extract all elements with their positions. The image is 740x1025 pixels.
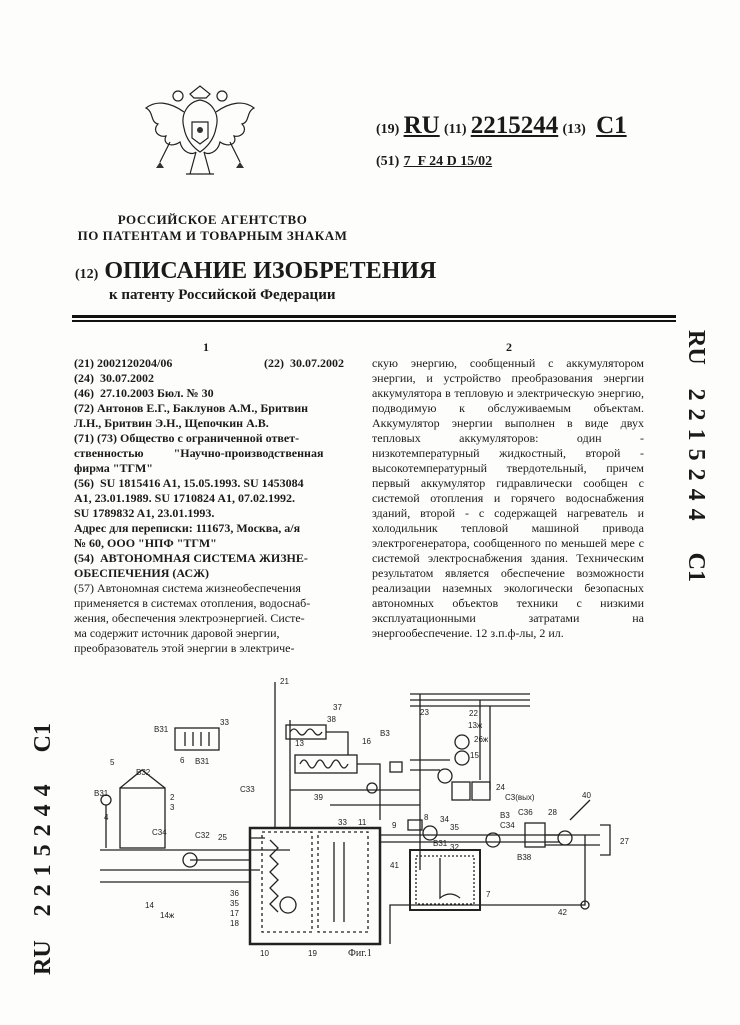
svg-text:14ж: 14ж — [160, 911, 175, 920]
abstract-column — [372, 356, 644, 641]
svg-text:10: 10 — [260, 949, 269, 958]
svg-text:42: 42 — [558, 908, 567, 917]
invention-title-line-2: ОБЕСПЕЧЕНИЯ (АСЖ) — [74, 566, 210, 580]
svg-text:34: 34 — [440, 815, 449, 824]
publication-date: (46) 27.10.2003 Бюл. № 30 — [74, 386, 214, 400]
svg-text:36: 36 — [230, 889, 239, 898]
header-divider — [72, 315, 676, 318]
figure-caption: Фиг.1 — [348, 948, 372, 959]
svg-text:37: 37 — [333, 703, 342, 712]
country-code: RU — [403, 112, 440, 139]
side-right-number: 2215244 — [683, 388, 709, 529]
svg-text:9: 9 — [392, 821, 397, 830]
side-left-country: RU — [30, 940, 56, 975]
address-line-1: Адрес для переписки: 111673, Москва, а/я — [74, 521, 301, 535]
references-line-3: SU 1789832 A1, 23.01.1993. — [74, 506, 215, 520]
system-schematic-figure — [90, 670, 650, 960]
svg-text:13: 13 — [295, 739, 304, 748]
document-subtitle: к патенту Российской Федерации — [109, 287, 336, 303]
column-number-2: 2 — [506, 340, 512, 354]
owner-line-1: (71) (73) Общество с ограниченной ответ- — [74, 431, 300, 445]
svg-text:С33: С33 — [240, 785, 255, 794]
abstract-line-1: (57) Автономная система жизнеобеспечения — [74, 581, 301, 595]
agency-line-2: ПО ПАТЕНТАМ И ТОВАРНЫМ ЗНАКАМ — [77, 228, 348, 243]
svg-text:С3(вых): С3(вых) — [505, 793, 535, 802]
svg-text:15: 15 — [470, 751, 479, 760]
inventors-line-1: (72) Антонов Е.Г., Баклунов А.М., Бритвин — [74, 401, 309, 415]
svg-text:35: 35 — [450, 823, 459, 832]
owner-line-3: фирма "ТГМ" — [74, 461, 153, 475]
schematic-lines — [100, 682, 610, 944]
agency-line-1: РОССИЙСКОЕ АГЕНТСТВО — [117, 212, 308, 227]
side-right-kind: C1 — [683, 552, 709, 583]
svg-text:В38: В38 — [517, 853, 532, 862]
kind-code: C1 — [596, 112, 627, 139]
svg-text:4: 4 — [104, 813, 109, 822]
svg-text:8: 8 — [424, 813, 429, 822]
svg-text:32: 32 — [450, 843, 459, 852]
svg-text:26ж: 26ж — [474, 735, 489, 744]
effective-date: (24) 30.07.2002 — [74, 371, 154, 385]
inventors-line-2: Л.Н., Бритвин Э.Н., Щепочкин А.В. — [74, 416, 269, 430]
application-number: (21) 2002120204/06 — [74, 356, 173, 370]
svg-text:В31: В31 — [195, 757, 210, 766]
agency-name — [70, 212, 355, 244]
references-line-1: (56) SU 1815416 A1, 15.05.1993. SU 1453084 — [74, 476, 304, 490]
code-19: (19) — [376, 122, 400, 137]
coat-of-arms-emblem — [140, 82, 260, 192]
svg-text:33: 33 — [338, 818, 347, 827]
svg-text:6: 6 — [180, 756, 185, 765]
svg-text:В31: В31 — [94, 789, 109, 798]
svg-text:С32: С32 — [195, 831, 210, 840]
svg-text:С36: С36 — [518, 808, 533, 817]
address-line-2: № 60, ООО "НПФ "ТГМ" — [74, 536, 217, 550]
svg-text:11: 11 — [358, 818, 367, 827]
svg-text:25: 25 — [218, 833, 227, 842]
abstract-line-5: преобразователь этой энергии в электриче- — [74, 641, 295, 655]
column-number-1: 1 — [203, 340, 209, 354]
filing-date: (22) 30.07.2002 — [264, 356, 344, 370]
owner-line-2: ственностью "Научно-производственная — [74, 446, 324, 460]
svg-text:7: 7 — [486, 890, 491, 899]
svg-text:19: 19 — [308, 949, 317, 958]
svg-text:В32: В32 — [136, 768, 151, 777]
svg-text:В31: В31 — [433, 839, 448, 848]
code-13: (13) — [562, 122, 586, 137]
references-line-2: A1, 23.01.1989. SU 1710824 A1, 07.02.1992. — [74, 491, 296, 505]
svg-text:23: 23 — [420, 708, 429, 717]
svg-text:В31: В31 — [154, 725, 169, 734]
side-right-country: RU — [683, 330, 709, 365]
svg-text:40: 40 — [582, 791, 591, 800]
svg-text:18: 18 — [230, 919, 239, 928]
publication-header — [376, 112, 627, 140]
svg-text:5: 5 — [110, 758, 115, 767]
svg-text:28: 28 — [548, 808, 557, 817]
svg-text:39: 39 — [314, 793, 323, 802]
svg-text:С34: С34 — [500, 821, 515, 830]
svg-text:В3: В3 — [380, 729, 390, 738]
svg-text:2: 2 — [170, 793, 175, 802]
side-label-left — [30, 723, 57, 975]
svg-text:14: 14 — [145, 901, 154, 910]
svg-text:В3: В3 — [500, 811, 510, 820]
code-12: (12) — [75, 267, 99, 282]
patent-number: 2215244 — [470, 112, 559, 139]
document-title-text: ОПИСАНИЕ ИЗОБРЕТЕНИЯ — [104, 258, 437, 284]
abstract-continuation: скую энергию, сообщенный с аккумулятором энергии, и устройство преобразования энергии аккумулятора в тепловую и электрическую энергию, подводимую к обслуживаемым объектам. Аккумулятор энергии выполнен в виде двух тепловых аккумуляторов: один - низкотемпературный жидкостный, второй - высокотемпературный твердотельный, причем первый аккумулятор гидравлически сообщен с системой отопления и горячего водоснабжения зданий, второй - с содержащей нагреватель и холодильник тепловой машиной привода электрогенератора, сообщенного по меньшей мере с системой электроснабжения здания. Техническим результатом является обеспечение возможности реализации наземных экологически безопасных автономных объектов техники с низкими эксплуатационными затратами на энергообеспечение. 12 з.п.ф-лы, 2 ил. — [372, 356, 644, 640]
bibliographic-column — [74, 356, 344, 656]
side-label-right — [682, 330, 709, 582]
svg-text:21: 21 — [280, 677, 289, 686]
header-divider-2 — [72, 320, 676, 322]
svg-text:С34: С34 — [152, 828, 167, 837]
ipc-line — [376, 150, 492, 170]
svg-text:41: 41 — [390, 861, 399, 870]
abstract-line-4: ма содержит источник даровой энергии, — [74, 626, 280, 640]
svg-text:13ж: 13ж — [468, 721, 483, 730]
side-left-number: 2215244 — [30, 776, 56, 917]
svg-text:3: 3 — [170, 803, 175, 812]
document-title — [75, 258, 436, 285]
invention-title-line-1: (54) АВТОНОМНАЯ СИСТЕМА ЖИЗНЕ- — [74, 551, 308, 565]
svg-text:16: 16 — [362, 737, 371, 746]
svg-text:27: 27 — [620, 837, 629, 846]
svg-text:17: 17 — [230, 909, 239, 918]
svg-text:35: 35 — [230, 899, 239, 908]
code-11: (11) — [443, 122, 467, 137]
svg-text:22: 22 — [469, 709, 478, 718]
svg-text:24: 24 — [496, 783, 505, 792]
code-51: (51) — [376, 154, 400, 169]
abstract-line-3: жения, обеспечения электроэнергией. Систе- — [74, 611, 305, 625]
side-left-kind: C1 — [30, 722, 56, 753]
abstract-line-2: применяется в системах отопления, водоснаб- — [74, 596, 311, 610]
ipc-classification: 7 F 24 D 15/02 — [403, 154, 493, 169]
svg-text:38: 38 — [327, 715, 336, 724]
svg-text:33: 33 — [220, 718, 229, 727]
